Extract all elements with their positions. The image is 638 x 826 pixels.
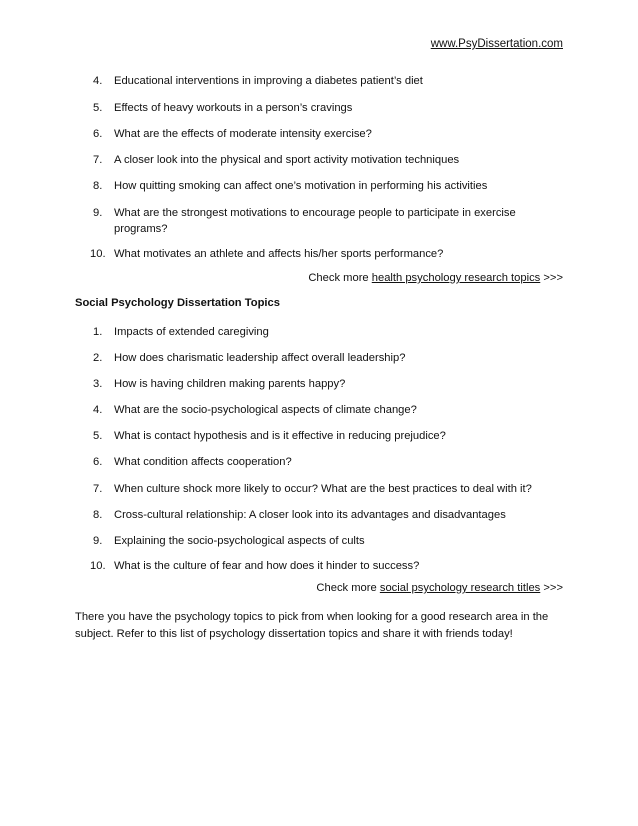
closing-paragraph: There you have the psychology topics to pick from when looking for a good research area in the subject. Refer to this list of psychology dissertation topics and share it with friends today! bbox=[75, 611, 549, 640]
list-item-text: What are the effects of moderate intensity exercise? bbox=[114, 128, 372, 140]
list-item-text: What are the socio-psychological aspects of climate change? bbox=[114, 404, 417, 416]
list-item-text: A closer look into the physical and sport activity motivation techniques bbox=[114, 154, 460, 166]
list-item-text: Educational interventions in improving a diabetes patient’s diet bbox=[114, 75, 423, 87]
list-item-number: 8. bbox=[93, 180, 103, 192]
header-url[interactable]: www.PsyDissertation.com bbox=[430, 38, 563, 50]
health-more-suffix: >>> bbox=[540, 272, 563, 284]
list-item-text: What is contact hypothesis and is it effective in reducing prejudice? bbox=[114, 430, 446, 442]
list-item bbox=[75, 507, 563, 523]
social-more-prefix: Check more bbox=[316, 582, 380, 594]
list-item-text: What is the culture of fear and how does it hinder to success? bbox=[114, 560, 420, 572]
list-item bbox=[75, 73, 563, 89]
list-item-number: 9. bbox=[93, 535, 103, 547]
list-item bbox=[75, 533, 563, 549]
list-item-number: 10. bbox=[90, 248, 106, 260]
list-item bbox=[75, 246, 563, 262]
list-item bbox=[75, 205, 563, 237]
health-topics-link[interactable]: health psychology research topics bbox=[371, 272, 541, 284]
list-item-number: 4. bbox=[93, 75, 103, 87]
list-item bbox=[75, 324, 563, 340]
list-item-number: 4. bbox=[93, 404, 103, 416]
list-item bbox=[75, 178, 563, 194]
list-item bbox=[75, 428, 563, 444]
list-item-number: 3. bbox=[93, 378, 103, 390]
list-item-number: 7. bbox=[93, 154, 103, 166]
list-item-text: Impacts of extended caregiving bbox=[114, 326, 269, 338]
social-more-line bbox=[316, 582, 563, 594]
list-item-text: What motivates an athlete and affects his/her sports performance? bbox=[114, 248, 444, 260]
list-item bbox=[75, 402, 563, 418]
list-item-text: What condition affects cooperation? bbox=[114, 456, 292, 468]
health-more-line bbox=[308, 272, 563, 284]
list-item bbox=[75, 100, 563, 116]
list-item bbox=[75, 558, 563, 574]
list-item-number: 8. bbox=[93, 509, 103, 521]
list-item-text: How is having children making parents happy? bbox=[114, 378, 346, 390]
list-item bbox=[75, 376, 563, 392]
list-item-text: What are the strongest motivations to encourage people to participate in exercise programs? bbox=[114, 207, 516, 235]
health-more-prefix: Check more bbox=[308, 272, 372, 284]
list-item bbox=[75, 481, 563, 497]
list-item bbox=[75, 152, 563, 168]
list-item-number: 9. bbox=[93, 207, 103, 219]
social-titles-link[interactable]: social psychology research titles bbox=[379, 582, 541, 594]
list-item-number: 5. bbox=[93, 102, 103, 114]
list-item-number: 1. bbox=[93, 326, 103, 338]
list-item-text: How does charismatic leadership affect overall leadership? bbox=[114, 352, 406, 364]
list-item-text: Explaining the socio-psychological aspects of cults bbox=[114, 535, 365, 547]
list-item-number: 10. bbox=[90, 560, 106, 572]
list-item-number: 6. bbox=[93, 128, 103, 140]
list-item bbox=[75, 350, 563, 366]
list-item bbox=[75, 454, 563, 470]
list-item-text: Effects of heavy workouts in a person’s cravings bbox=[114, 102, 353, 114]
list-item-text: Cross-cultural relationship: A closer look into its advantages and disadvantages bbox=[114, 509, 506, 521]
list-item-number: 6. bbox=[93, 456, 103, 468]
list-item-number: 5. bbox=[93, 430, 103, 442]
social-heading: Social Psychology Dissertation Topics bbox=[75, 297, 280, 309]
list-item-text: When culture shock more likely to occur? What are the best practices to deal with it? bbox=[114, 483, 532, 495]
social-more-suffix: >>> bbox=[540, 582, 563, 594]
list-item-number: 7. bbox=[93, 483, 103, 495]
list-item-text: How quitting smoking can affect one’s motivation in performing his activities bbox=[114, 180, 488, 192]
list-item bbox=[75, 126, 563, 142]
list-item-number: 2. bbox=[93, 352, 103, 364]
